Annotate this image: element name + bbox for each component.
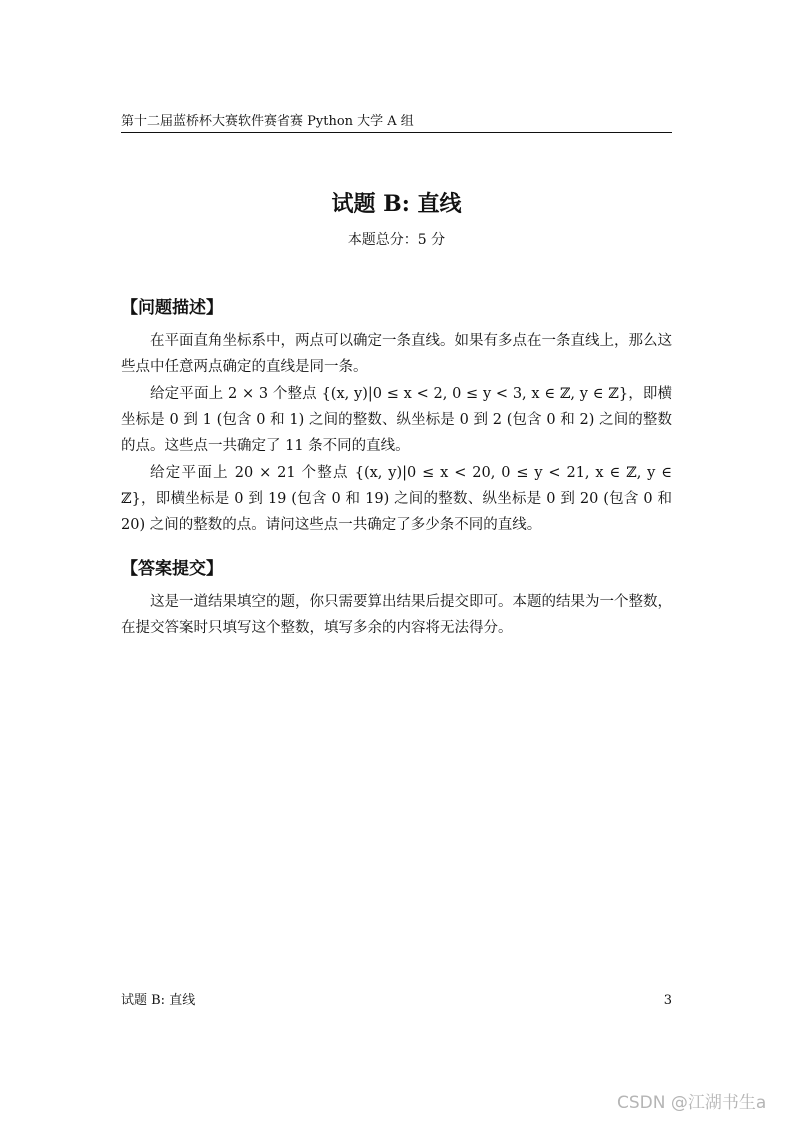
- problem-paragraph: 在平面直角坐标系中，两点可以确定一条直线。如果有多点在一条直线上，那么这些点中任意两点确定的直线是同一条。: [121, 333, 672, 375]
- problem-description-heading: 【问题描述】: [121, 298, 223, 318]
- running-footer: 试题 B: 直线: [121, 993, 196, 1008]
- answer-paragraph: 这是一道结果填空的题，你只需要算出结果后提交即可。本题的结果为一个整数，在提交答案时只填写这个整数，填写多余的内容将无法得分。: [121, 594, 672, 636]
- problem-paragraph: 给定平面上 20 × 21 个整点 {(x, y)|0 ≤ x < 20, 0 ≤ y < 21, x ∈ ℤ, y ∈ ℤ}，即横坐标是 0 到 19 (包含 0 和 19) 之间的整数、纵坐标是 0 到 20 (包含 0 和 20) 之间的整数的点。请问这些点一共确定了多少条不同的直线。: [121, 465, 672, 533]
- answer-submission-heading: 【答案提交】: [121, 559, 223, 579]
- problem-paragraph: 给定平面上 2 × 3 个整点 {(x, y)|0 ≤ x < 2, 0 ≤ y < 3, x ∈ ℤ, y ∈ ℤ}，即横坐标是 0 到 1 (包含 0 和 1) 之间的整数、纵坐标是 0 到 2 (包含 0 和 2) 之间的整数的点。这些点一共确定了 11 条不同的直线。: [121, 386, 672, 454]
- csdn-watermark: CSDN @江湖书生a: [617, 1093, 767, 1113]
- total-score: 本题总分：5 分: [347, 232, 446, 248]
- problem-title: 试题 B: 直线: [331, 191, 462, 217]
- page-number: 3: [663, 993, 672, 1008]
- header-divider: [121, 132, 672, 133]
- running-header: 第十二届蓝桥杯大赛软件赛省赛 Python 大学 A 组: [121, 114, 414, 129]
